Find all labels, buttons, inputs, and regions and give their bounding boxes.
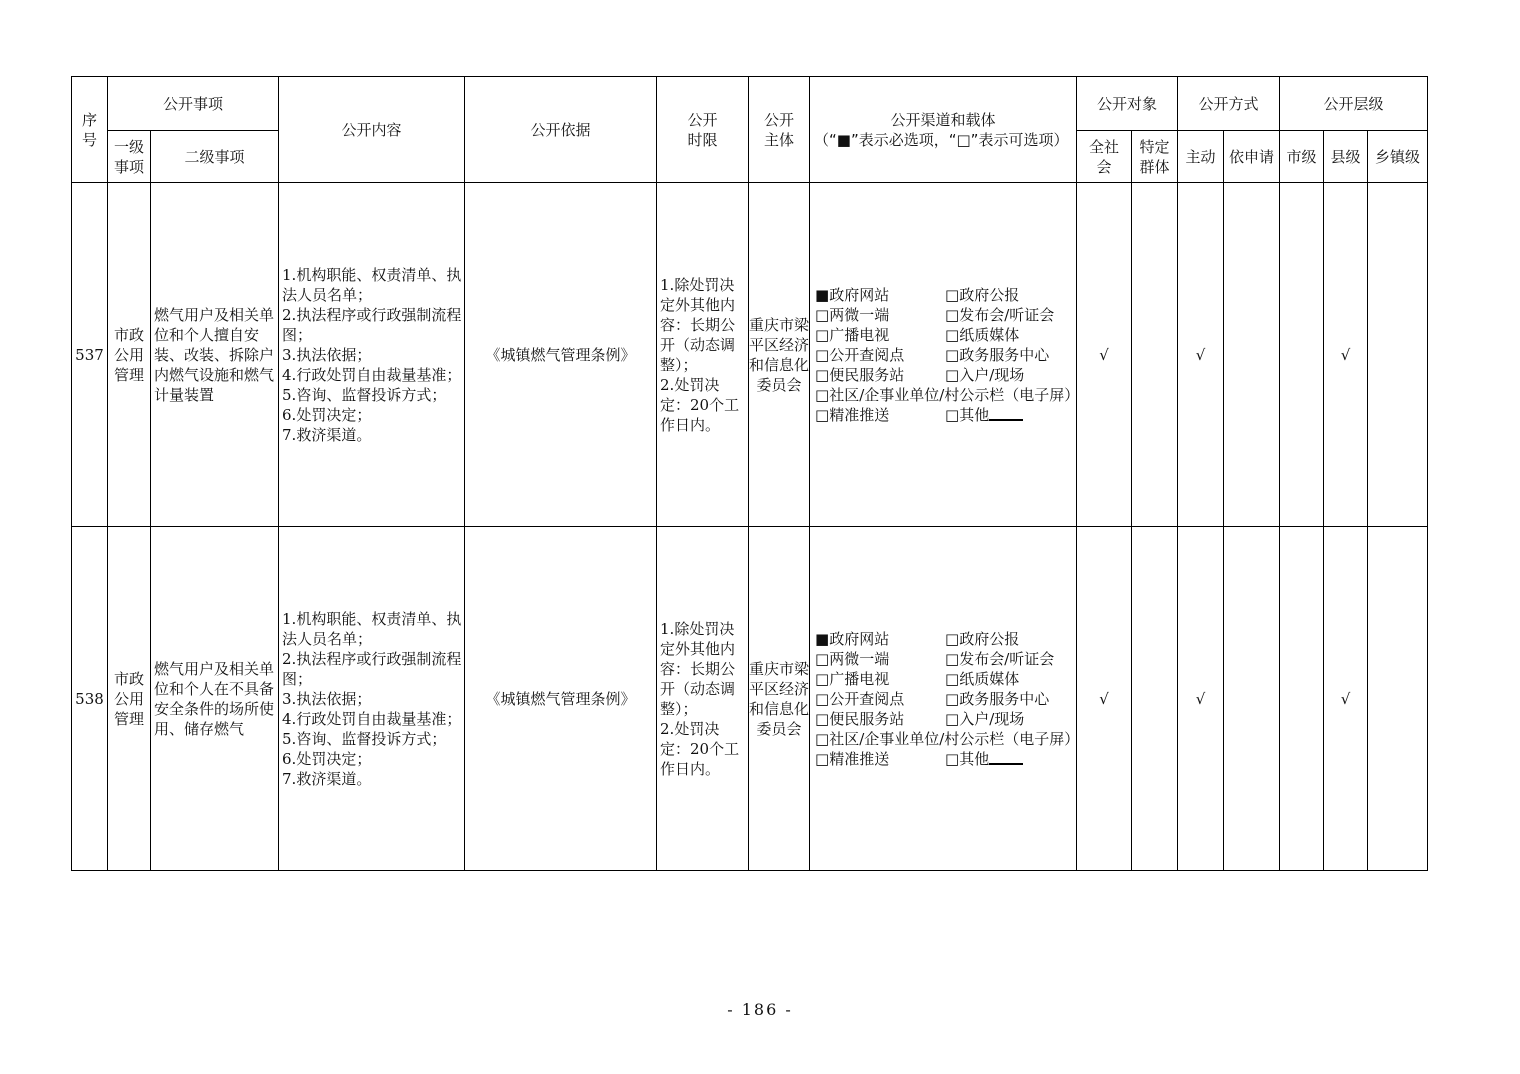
row-all-society: √ — [1077, 527, 1132, 871]
channel-option: □政府公报 — [945, 629, 1020, 648]
channel-option: □政务服务中心 — [945, 689, 1050, 708]
row-active: √ — [1178, 183, 1224, 527]
content-item: 2.执法程序或行政强制流程图； — [282, 649, 462, 688]
content-item: 1.机构职能、权责清单、执法人员名单； — [282, 609, 462, 648]
content-item: 1.机构职能、权责清单、执法人员名单； — [282, 265, 462, 304]
channel-option: ■政府网站 — [815, 629, 890, 648]
channel-option: □纸质媒体 — [945, 669, 1020, 688]
channel-option: □其他 — [945, 749, 990, 768]
row-city — [1280, 527, 1324, 871]
blank-underline — [989, 749, 1023, 765]
row-subject: 重庆市梁平区经济和信息化委员会 — [749, 527, 810, 871]
channel-option: □精准推送 — [815, 405, 890, 424]
row-county: √ — [1324, 183, 1368, 527]
row-county: √ — [1324, 527, 1368, 871]
content-item: 6.处罚决定； — [282, 749, 372, 768]
row-content — [279, 527, 465, 871]
channel-option: □发布会/听证会 — [945, 305, 1055, 324]
channel-option: □入户/现场 — [945, 365, 1025, 384]
channel-option: □公开查阅点 — [815, 345, 905, 364]
channel-option: □社区/企事业单位/村公示栏（电子屏） — [815, 385, 1080, 404]
disclosure-table — [71, 76, 1428, 871]
header-level2: 二级事项 — [151, 131, 279, 183]
content-item: 5.咨询、监督投诉方式； — [282, 385, 447, 404]
content-item: 7.救济渠道。 — [282, 769, 372, 788]
header-audience: 公开对象 — [1077, 77, 1178, 131]
channel-option: □发布会/听证会 — [945, 649, 1055, 668]
header-method: 公开方式 — [1178, 77, 1280, 131]
content-item: 6.处罚决定； — [282, 405, 372, 424]
row-basis: 《城镇燃气管理条例》 — [465, 183, 657, 527]
channel-option: □便民服务站 — [815, 709, 905, 728]
channel-option: □公开查阅点 — [815, 689, 905, 708]
channel-option: □纸质媒体 — [945, 325, 1020, 344]
content-item: 2.执法程序或行政强制流程图； — [282, 305, 462, 344]
table-row — [72, 183, 1428, 527]
header-level1: 一级事项 — [108, 131, 151, 183]
row-specific-group — [1132, 183, 1178, 527]
channel-option: □政府公报 — [945, 285, 1020, 304]
row-basis: 《城镇燃气管理条例》 — [465, 527, 657, 871]
row-city — [1280, 183, 1324, 527]
row-subject: 重庆市梁平区经济和信息化委员会 — [749, 183, 810, 527]
row-level2: 燃气用户及相关单位和个人擅自安装、改装、拆除户内燃气设施和燃气计量装置 — [151, 183, 279, 527]
channel-option: □广播电视 — [815, 669, 890, 688]
channel-option: □政务服务中心 — [945, 345, 1050, 364]
row-on-request — [1224, 527, 1280, 871]
table-row — [72, 527, 1428, 871]
header-level: 公开层级 — [1280, 77, 1428, 131]
row-seq: 537 — [72, 183, 108, 527]
content-item: 3.执法依据； — [282, 345, 372, 364]
row-content — [279, 183, 465, 527]
time-limit-item: 2.处罚决定：20个工作日内。 — [660, 375, 740, 434]
header-channel-title: 公开渠道和载体 — [890, 110, 996, 129]
channel-option: ■政府网站 — [815, 285, 890, 304]
row-channels — [810, 183, 1080, 527]
header-all-society: 全社会 — [1077, 131, 1132, 183]
header-channel — [810, 77, 1077, 183]
channel-option: □便民服务站 — [815, 365, 905, 384]
row-time-limit — [657, 527, 749, 871]
content-item: 4.行政处罚自由裁量基准； — [282, 709, 462, 728]
row-level1: 市政公用管理 — [108, 527, 151, 871]
header-basis: 公开依据 — [465, 77, 657, 183]
row-seq: 538 — [72, 527, 108, 871]
channel-option: □精准推送 — [815, 749, 890, 768]
header-on-request: 依申请 — [1224, 131, 1280, 183]
header-active: 主动 — [1178, 131, 1224, 183]
header-specific-group: 特定群体 — [1132, 131, 1178, 183]
header-time-limit: 公开时限 — [657, 77, 749, 183]
header-city: 市级 — [1280, 131, 1324, 183]
channel-option: □两微一端 — [815, 649, 890, 668]
blank-underline — [989, 405, 1023, 421]
header-county: 县级 — [1324, 131, 1368, 183]
row-level1: 市政公用管理 — [108, 183, 151, 527]
time-limit-item: 1.除处罚决定外其他内容：长期公开（动态调整）； — [660, 275, 736, 374]
time-limit-item: 1.除处罚决定外其他内容：长期公开（动态调整）； — [660, 619, 736, 718]
channel-option: □广播电视 — [815, 325, 890, 344]
time-limit-item: 2.处罚决定：20个工作日内。 — [660, 719, 740, 778]
header-matter: 公开事项 — [108, 77, 279, 131]
content-item: 3.执法依据； — [282, 689, 372, 708]
row-time-limit — [657, 183, 749, 527]
channel-option: □社区/企事业单位/村公示栏（电子屏） — [815, 729, 1080, 748]
header-seq: 序号 — [72, 77, 108, 183]
row-all-society: √ — [1077, 183, 1132, 527]
row-level2: 燃气用户及相关单位和个人在不具备安全条件的场所使用、储存燃气 — [151, 527, 279, 871]
header-row-1 — [72, 77, 1428, 131]
row-active: √ — [1178, 527, 1224, 871]
content-item: 7.救济渠道。 — [282, 425, 372, 444]
content-item: 5.咨询、监督投诉方式； — [282, 729, 447, 748]
channel-option: □两微一端 — [815, 305, 890, 324]
header-channel-note: （“■”表示必选项，“□”表示可选项） — [814, 130, 1069, 149]
header-town: 乡镇级 — [1368, 131, 1428, 183]
row-specific-group — [1132, 527, 1178, 871]
channel-option: □其他 — [945, 405, 990, 424]
row-channels — [810, 527, 1080, 871]
header-content: 公开内容 — [279, 77, 465, 183]
header-subject: 公开主体 — [749, 77, 810, 183]
channel-option: □入户/现场 — [945, 709, 1025, 728]
content-item: 4.行政处罚自由裁量基准； — [282, 365, 462, 384]
page-number: - 186 - — [727, 1000, 793, 1019]
row-town — [1368, 183, 1428, 527]
row-town — [1368, 527, 1428, 871]
row-on-request — [1224, 183, 1280, 527]
